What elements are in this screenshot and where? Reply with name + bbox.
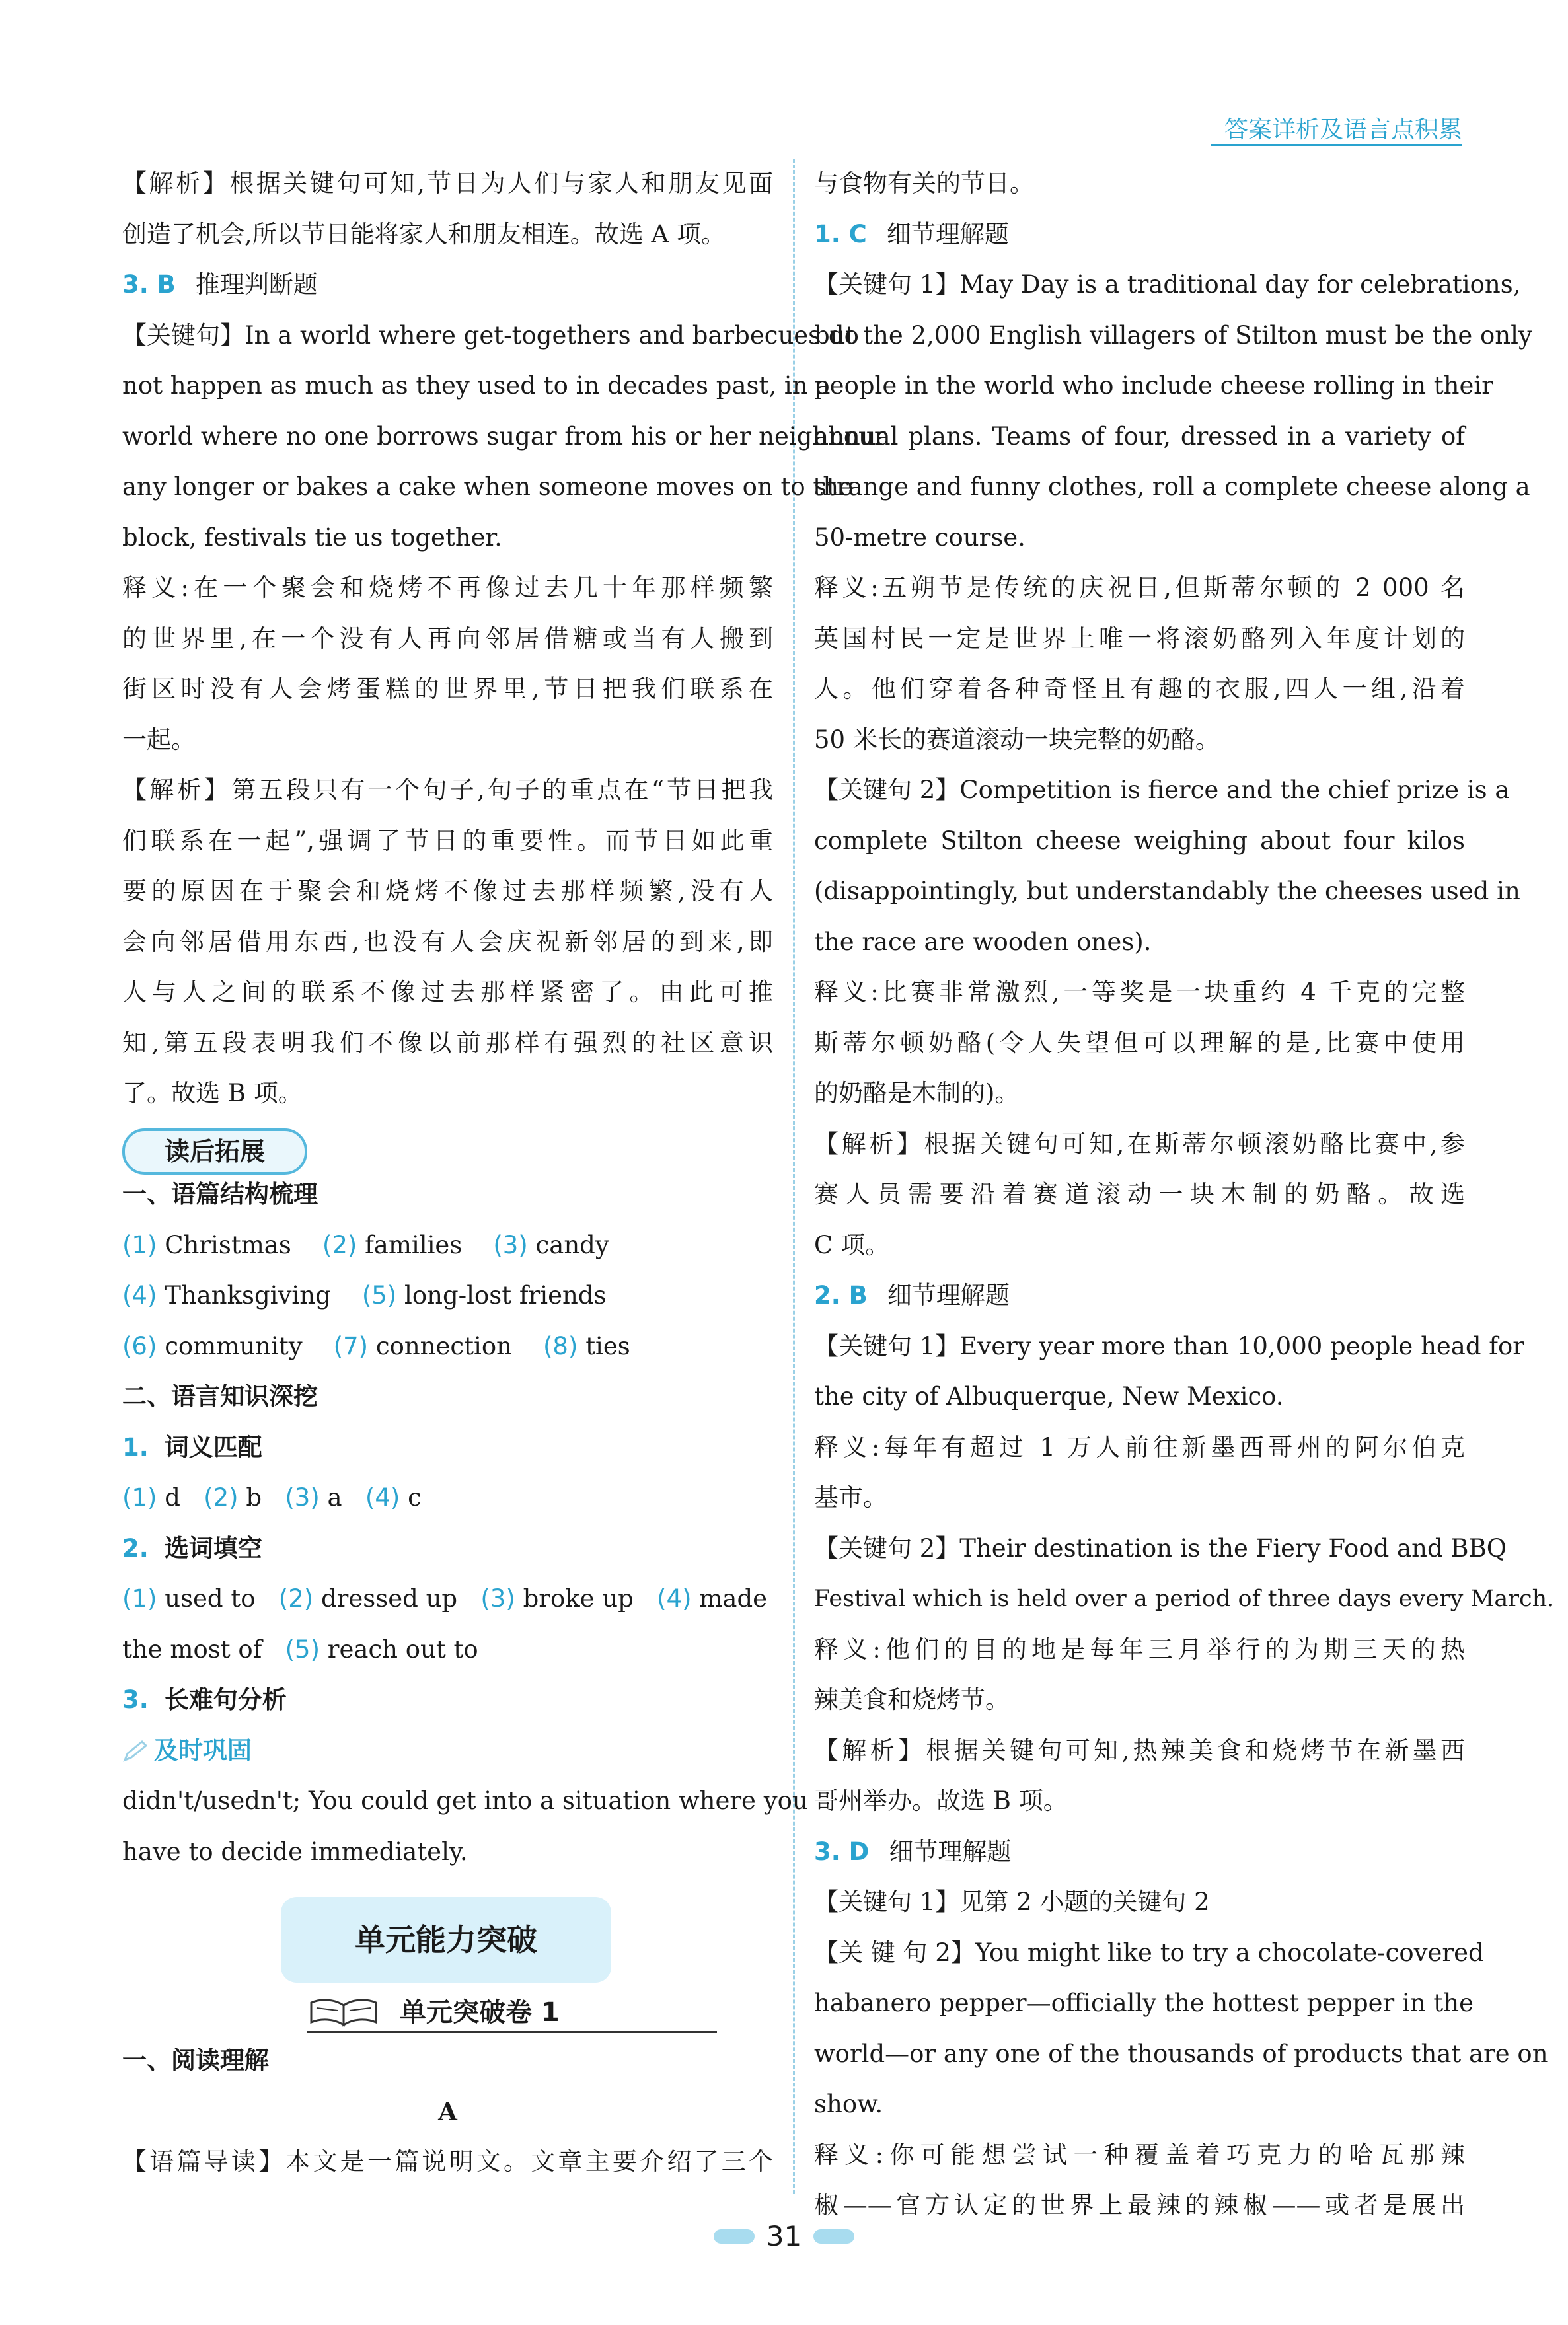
text-line: annual plans. Teams of four, dressed in a variety of [814,422,1465,451]
page-bar-right [813,2229,854,2244]
answer-value: candy [535,1230,609,1259]
text-line: any longer or bakes a cake when someone moves on to the [122,472,854,501]
text-line: not happen as much as they used to in decades past, in a [122,371,831,400]
text-line: 要的原因在于聚会和烧烤不像过去那样频繁,没有人 [122,877,773,905]
question-heading [814,1827,1465,1878]
text-line: 释义:你可能想尝试一种覆盖着巧克力的哈瓦那辣 [814,2140,1465,2169]
extension-pill [122,1119,773,1170]
text-line: 基市。 [814,1483,887,1512]
text-line: people in the world who include cheese rolling in their [814,371,1493,400]
answer-value: Thanksgiving [165,1281,331,1310]
pencil-icon [122,1740,149,1763]
question-number: 1. C [814,219,867,248]
question-heading [122,260,773,311]
text-line: 的世界里,在一个没有人再向邻居借糖或当有人搬到 [122,624,773,653]
extension-title: 读后拓展 [122,1128,307,1175]
text-line: 50 米长的赛道滚动一块完整的奶酪。 [814,725,1220,754]
page-bar-left [714,2229,755,2244]
text-line: 释义:在一个聚会和烧烤不再像过去几十年那样频繁 [122,573,773,602]
text-line: didn't/usedn't; You could get into a situation where you [122,1787,808,1815]
question-number: 2. B [814,1281,868,1310]
text-line: 会向邻居借用东西,也没有人会庆祝新邻居的到来,即 [122,927,773,956]
answer-number: (6) [122,1331,157,1360]
text-line: show. [814,2090,883,2118]
answer-value: the most of [122,1635,262,1664]
text-line: 人。他们穿着各种奇怪且有趣的衣服,四人一组,沿着 [814,675,1465,703]
part-label: A [438,2096,457,2126]
question-number: 3. B [122,270,176,299]
answer-value: d [165,1483,180,1512]
text-line: 【关键句 1】Every year more than 10,000 people head for [814,1331,1524,1360]
text-line: 【解析】第五段只有一个句子,句子的重点在“节日把我 [122,776,773,804]
answer-number: (2) [278,1584,314,1613]
answer-row [122,1625,773,1676]
answer-row [122,1271,773,1321]
text-line: 50-metre course. [814,523,1026,552]
answer-number: (7) [333,1331,369,1360]
sub-title: 长难句分析 [164,1685,287,1714]
sub-heading [122,1675,773,1726]
answer-value: b [246,1483,262,1512]
header-underline [1211,144,1462,146]
answer-number: (5) [285,1635,320,1664]
answer-value: community [165,1331,303,1360]
question-heading [814,1271,1465,1321]
question-number: 3. D [814,1837,870,1866]
answer-value: ties [585,1331,630,1360]
answer-value: used to [165,1584,256,1613]
text-line: complete Stilton cheese weighing about four kilos [814,826,1465,855]
text-line: world—or any one of the thousands of products that are on [814,2039,1548,2068]
answer-number: (1) [122,1483,157,1512]
sub-number: 3. [122,1685,149,1714]
answer-number: (8) [543,1331,578,1360]
text-line: 赛人员需要沿着赛道滚动一块木制的奶酪。故选 [814,1180,1465,1208]
sub-heading [122,1422,773,1473]
header-title: 答案详析及语言点积累 [1224,116,1462,143]
text-line: 们联系在一起”,强调了节日的重要性。而节日如此重 [122,826,773,855]
answer-number: (2) [204,1483,239,1512]
tip-title: 及时巩固 [154,1736,252,1765]
tip-heading [122,1726,773,1777]
text-line: 释义:他们的目的地是每年三月举行的为期三天的热 [814,1635,1465,1664]
answer-row [122,1321,773,1372]
text-line: 释义:每年有超过 1 万人前往新墨西哥州的阿尔伯克 [814,1432,1465,1461]
answer-number: (4) [657,1584,692,1613]
question-type: 细节理解题 [887,1281,1010,1310]
heading-underline [307,2031,717,2033]
answer-row [122,1473,773,1524]
text-line: 释义:比赛非常激烈,一等奖是一块重约 4 千克的完整 [814,978,1465,1006]
answer-number: (3) [493,1230,528,1259]
text-line: have to decide immediately. [122,1837,468,1866]
section-heading: 二、语言知识深挖 [122,1382,318,1411]
text-line: 知,第五段表明我们不像以前那样有强烈的社区意识 [122,1028,773,1057]
answer-value: c [408,1483,422,1512]
answer-number: (4) [365,1483,400,1512]
text-line: 一起。 [122,725,196,754]
sub-title: 选词填空 [164,1533,262,1563]
question-heading [814,209,1465,260]
question-type: 细节理解题 [886,219,1009,248]
text-line: world where no one borrows sugar from his or her neighbour [122,422,886,451]
answer-value: reach out to [327,1635,478,1664]
question-type: 推理判断题 [195,270,318,299]
answer-number: (3) [480,1584,515,1613]
text-line: strange and funny clothes, roll a complete cheese along a [814,472,1530,501]
text-line: 【关键句 2】Competition is fierce and the chief prize is a [814,776,1510,804]
text-line: 人与人之间的联系不像过去那样紧密了。由此可推 [122,978,773,1006]
page-number: 31 [766,2220,802,2252]
text-line: Festival which is held over a period of three days every March. [814,1586,1555,1612]
text-line: 【语篇导读】本文是一篇说明文。文章主要介绍了三个 [122,2147,773,2176]
text-line: 【解析】根据关键句可知,在斯蒂尔顿滚奶酪比赛中,参 [814,1129,1465,1158]
text-line: but the 2,000 English villagers of Stilton must be the only [814,320,1532,350]
column-divider [793,159,795,2194]
text-line: habanero pepper—officially the hottest pepper in the [814,1989,1474,2017]
text-line: 的奶酪是木制的)。 [814,1079,1020,1107]
text-line: 【关键句 1】见第 2 小题的关键句 2 [814,1888,1210,1916]
text-line: 斯蒂尔顿奶酪(令人失望但可以理解的是,比赛中使用 [814,1028,1465,1057]
unit-test-title: 单元突破卷 1 [400,1997,560,2028]
answer-value: Christmas [165,1230,291,1259]
answer-number: (3) [285,1483,320,1512]
section-heading: 一、语篇结构梳理 [122,1180,318,1208]
text-line: C 项。 [814,1230,890,1259]
answer-row [122,1220,773,1271]
sub-title: 词义匹配 [164,1432,262,1461]
answer-value: connection [375,1331,512,1360]
book-icon [307,1996,380,2029]
answer-number: (1) [122,1230,157,1259]
text-line: 哥州举办。故选 B 项。 [814,1787,1068,1815]
text-line: 【解析】根据关键句可知,节日为人们与家人和朋友见面 [122,169,773,198]
text-line: (disappointingly, but understandably the cheeses used in [814,877,1520,905]
text-line: 英国村民一定是世界上唯一将滚奶酪列入年度计划的 [814,624,1465,653]
text-line: the race are wooden ones). [814,927,1152,956]
page-footer [0,2220,1568,2252]
right-column [814,159,1555,2231]
text-line: 【关键句】In a world where get-togethers and barbecues do [122,320,859,350]
answer-number: (4) [122,1281,157,1310]
answer-row [122,1574,773,1625]
sub-heading [122,1524,773,1574]
section-heading: 一、阅读理解 [122,2046,269,2075]
answer-value: broke up [523,1584,634,1613]
answer-value: made [699,1584,768,1613]
question-type: 细节理解题 [889,1837,1012,1866]
text-line: 释义:五朔节是传统的庆祝日,但斯蒂尔顿的 2 000 名 [814,573,1465,602]
text-line: 了。故选 B 项。 [122,1079,303,1107]
answer-value: dressed up [320,1584,458,1613]
text-line: 街区时没有人会烤蛋糕的世界里,节日把我们联系在 [122,675,773,703]
answer-value: families [365,1230,463,1259]
answer-value: a [327,1483,342,1512]
text-line: 与食物有关的节日。 [814,169,1034,198]
unit-banner: 单元能力突破 [281,1897,611,1983]
text-line: 辣美食和烧烤节。 [814,1685,1010,1714]
answer-number: (5) [361,1281,397,1310]
text-line: 【关键句 2】Their destination is the Fiery Food and BBQ [814,1533,1507,1563]
text-line: 【关键句 1】May Day is a traditional day for celebrations, [814,270,1521,299]
text-line: the city of Albuquerque, New Mexico. [814,1382,1284,1411]
sub-number: 1. [122,1432,149,1461]
text-line: 椒——官方认定的世界上最辣的辣椒——或者是展出 [814,2191,1465,2219]
answer-value: long-lost friends [404,1281,607,1310]
text-line: 创造了机会,所以节日能将家人和朋友相连。故选 A 项。 [122,219,726,248]
text-line: 【解析】根据关键句可知,热辣美食和烧烤节在新墨西 [814,1736,1465,1765]
unit-test-heading [307,1989,717,2036]
text-line: 【关 键 句 2】You might like to try a chocolate-covered [814,1938,1484,1967]
sub-number: 2. [122,1533,149,1563]
text-line: block, festivals tie us together. [122,523,502,552]
answer-number: (2) [322,1230,357,1259]
answer-number: (1) [122,1584,157,1613]
